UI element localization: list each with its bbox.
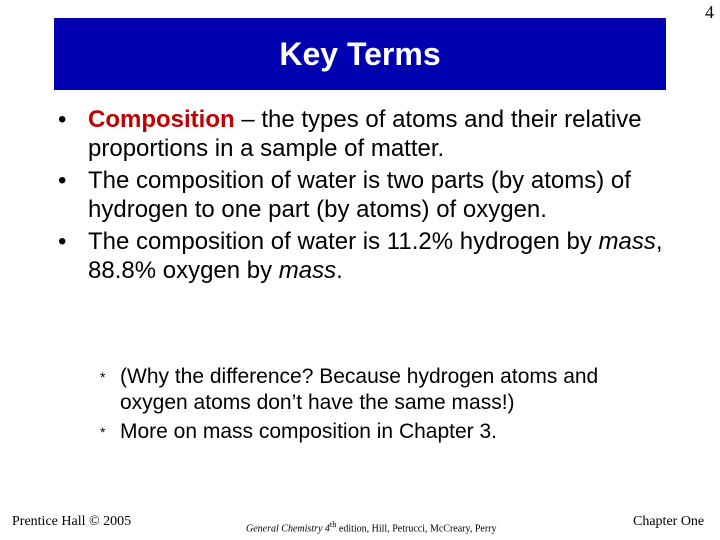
definition-text: – the types of atoms and their relative proportions in a sample of matter. — [88, 106, 642, 162]
superscript: th — [329, 520, 337, 529]
key-term: Composition — [88, 106, 235, 133]
title-bar — [54, 18, 666, 90]
bullet-item — [58, 106, 668, 163]
footer-chapter: Chapter One — [633, 514, 705, 529]
sub-bullet-item — [100, 419, 660, 445]
text-part: The composition of water is 11.2% hydrogen by — [88, 228, 599, 255]
footer-publisher: Prentice Hall © 2005 — [12, 514, 132, 529]
book-authors: edition, Hill, Petrucci, McCreary, Perry — [336, 523, 497, 535]
bullet-icon: • — [58, 167, 67, 194]
bullet-item — [58, 228, 668, 285]
bullet-text — [88, 228, 668, 285]
sub-bullet-text: (Why the difference? Because hydrogen atoms and oxygen atoms don’t have the same mass!) — [120, 365, 599, 414]
bullet-icon: • — [58, 228, 67, 255]
sub-bullet-item — [100, 364, 660, 416]
sub-bullet-list — [100, 364, 660, 448]
asterisk-icon: * — [100, 369, 106, 385]
sub-bullet-text: More on mass composition in Chapter 3. — [120, 420, 498, 443]
bullet-list — [58, 106, 668, 289]
bullet-text: The composition of water is two parts (by atoms) of hydrogen to one part (by atoms) of oxygen. — [88, 167, 631, 223]
page-number: 4 — [705, 2, 714, 22]
text-part: , 88.8% oxygen by — [88, 228, 663, 284]
book-title: General Chemistry 4 — [246, 523, 330, 535]
emphasis: mass — [278, 256, 337, 284]
bullet-text — [88, 106, 668, 163]
bullet-item — [58, 167, 668, 224]
emphasis: mass — [598, 228, 656, 255]
footer-book — [246, 520, 497, 534]
bullet-icon: • — [58, 106, 67, 133]
asterisk-icon: * — [100, 424, 106, 440]
text-part: . — [336, 256, 343, 284]
slide-title: Key Terms — [279, 35, 441, 72]
